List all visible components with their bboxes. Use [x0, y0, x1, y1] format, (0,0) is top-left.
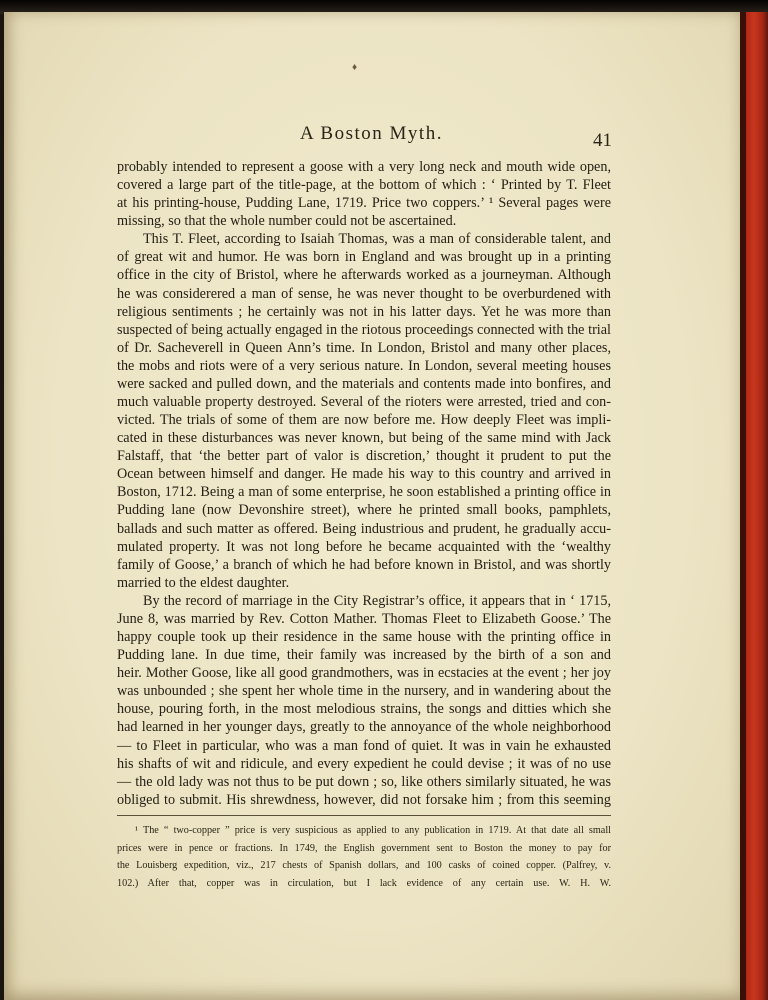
body-line: his shafts of wit and ridicule, and every expedient he could devise ; it was of no use — [117, 755, 611, 772]
body-line: This T. Fleet, according to Isaiah Thomas, was a man of considerable talent, and — [143, 231, 611, 248]
body-line: — to Fleet in particular, who was a man fond of quiet. It was in vain he exhausted — [117, 737, 611, 754]
body-line: religious sentiments ; he certainly was not in his latter days. Yet he was more than — [117, 303, 611, 320]
footnote-line: the Louisberg expedition, viz., 217 chests of Spanish dollars, and 100 casks of coined copper. (Palfrey, v. — [117, 860, 611, 871]
body-line: cated in these disturbances was never known, but being of the same mind with Jack — [117, 430, 611, 447]
body-line: office in the city of Bristol, where he afterwards worked as a journeyman. Although — [117, 267, 611, 284]
body-line: mulated property. It was not long before he became acquainted with the ‘wealthy — [117, 538, 611, 555]
body-line: were sacked and pulled down, and the materials and contents made into bonfires, and — [117, 375, 611, 392]
body-line: house, pouring forth, in the most melodious strains, the songs and ditties which she — [117, 701, 611, 718]
footnote-line: ¹ The “ two-copper ” price is very suspicious as applied to any publication in 1719. At that date all small — [135, 825, 611, 836]
body-line: Falstaff, that ‘the better part of valor is discretion,’ thought it prudent to put the — [117, 448, 611, 465]
body-line: married to the eldest daughter. — [117, 574, 290, 591]
footnote-line: 102.) After that, copper was in circulation, but I lack evidence of any certain use. W. H. W. — [117, 877, 611, 889]
ornament-mark-icon: ♦ — [352, 62, 358, 73]
footnote-rule — [117, 815, 611, 816]
body-line: heir. Mother Goose, like all good grandmothers, was in ecstacies at the event ; her joy — [117, 665, 611, 682]
body-line: happy couple took up their residence in the same house with the printing office in — [117, 629, 611, 646]
body-line: obliged to submit. His shrewdness, however, did not forsake him ; from this seeming — [117, 791, 611, 808]
body-line: victed. The trials of some of them are now before me. How deeply Fleet was impli- — [117, 412, 611, 429]
footnote-line: prices were in pence or fractions. In 1749, the English government sent to Boston the money to pay for — [117, 842, 611, 854]
body-line: was unbounded ; she spent her whole time in the nursery, and in wandering about the — [117, 683, 611, 700]
body-line: Pudding lane. In due time, their family was increased by the birth of a son and — [117, 647, 611, 664]
body-line: he was considerered a man of sense, he was never thought to be overburdened with — [117, 285, 611, 302]
body-line: — the old lady was not thus to be put down ; so, like others similarly situated, he was — [117, 773, 611, 790]
footnote — [117, 822, 611, 892]
body-line: at his printing-house, Pudding Lane, 1719. Price two coppers.’ ¹ Several pages were — [117, 195, 611, 212]
body-line: By the record of marriage in the City Registrar’s office, it appears that in ‘ 1715, — [143, 592, 611, 609]
body-line: suspected of being actually engaged in the riotous proceedings connected with the trial — [117, 321, 611, 338]
running-head: A Boston Myth. — [300, 123, 443, 144]
body-line: family of Goose,’ a branch of which he had before known in Bristol, and was shortly — [117, 556, 611, 573]
body-line: probably intended to represent a goose with a very long neck and mouth wide open, — [117, 159, 611, 175]
body-line: Pudding lane (now Devonshire street), where he printed small books, pamphlets, — [117, 502, 611, 519]
body-line: ballads and such matter as offered. Being industrious and prudent, he gradually accu- — [117, 520, 611, 537]
body-line: June 8, was married by Rev. Cotton Mather. Thomas Fleet to Elizabeth Goose.’ The — [117, 610, 611, 627]
body-text — [117, 158, 611, 809]
body-line: Ocean between himself and danger. He made his way to this country and arrived in — [117, 466, 611, 483]
body-line: of great wit and humor. He was born in England and was brought up in a printing — [117, 249, 611, 266]
body-line: had learned in her younger days, greatly to the annoyance of the whole neighborhood — [117, 719, 611, 736]
body-line: missing, so that the whole number could not be ascertained. — [117, 213, 457, 230]
body-line: of Dr. Sacheverell in Queen Ann’s time. In London, Bristol and many other places, — [117, 339, 611, 356]
body-line: Boston, 1712. Being a man of some enterprise, he soon established a printing office in — [117, 484, 611, 501]
body-line: much valuable property destroyed. Several of the rioters were arrested, tried and con- — [117, 394, 611, 411]
page-number: 41 — [593, 130, 612, 151]
body-line: covered a large part of the title-page, at the bottom of which : ‘ Printed by T. Fleet — [117, 177, 611, 194]
body-line: the mobs and riots were of a very serious nature. In London, several meeting houses — [117, 357, 611, 374]
book-edge-shadow — [740, 12, 746, 1000]
